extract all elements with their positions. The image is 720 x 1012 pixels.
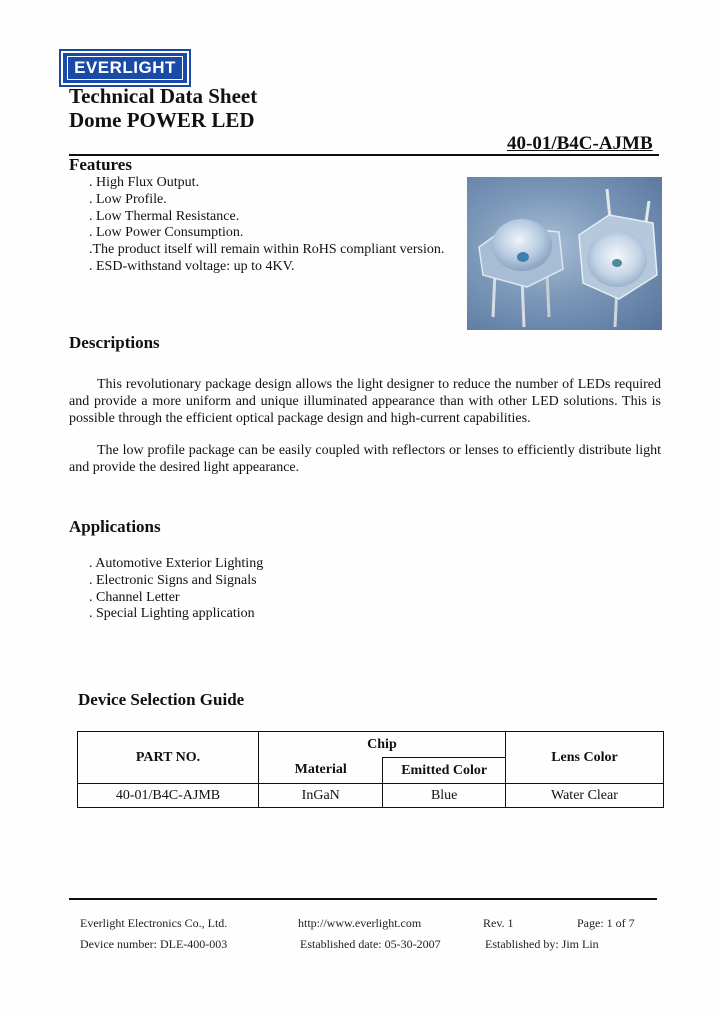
features-list bbox=[89, 175, 444, 276]
column-header-lens: Lens Color bbox=[505, 732, 663, 784]
footer-established-date: Established date: 05-30-2007 bbox=[300, 937, 441, 951]
list-item: . High Flux Output. bbox=[89, 175, 200, 190]
applications-list bbox=[89, 556, 263, 623]
header-divider bbox=[69, 154, 659, 156]
footer-revision: Rev. 1 bbox=[483, 916, 514, 930]
list-item: .The product itself will remain within RoHS compliant version. bbox=[89, 242, 445, 258]
description-paragraph: The low profile package can be easily coupled with reflectors or lenses to efficiently distribute light and provide the desired light appearance. bbox=[69, 443, 661, 475]
list-item: . Special Lighting application bbox=[89, 606, 255, 622]
part-number-heading: 40-01/B4C-AJMB bbox=[507, 133, 653, 154]
column-header-material: Material bbox=[259, 758, 383, 784]
list-item: . Low Profile. bbox=[89, 191, 167, 207]
descriptions-body bbox=[69, 376, 661, 491]
footer-company: Everlight Electronics Co., Ltd. bbox=[80, 916, 228, 930]
selection-guide-heading: Device Selection Guide bbox=[78, 690, 245, 709]
cell-part: 40-01/B4C-AJMB bbox=[78, 784, 259, 808]
list-item: . Low Thermal Resistance. bbox=[89, 208, 240, 224]
led-illustration bbox=[467, 177, 662, 330]
footer-url[interactable]: http://www.everlight.com bbox=[298, 916, 422, 930]
descriptions-heading: Descriptions bbox=[69, 333, 160, 352]
applications-heading: Applications bbox=[69, 517, 161, 536]
features-heading: Features bbox=[69, 155, 132, 174]
product-title: Dome POWER LED bbox=[69, 108, 255, 132]
list-item: . Channel Letter bbox=[89, 589, 180, 605]
logo-text: EVERLIGHT bbox=[67, 56, 183, 80]
footer-established-by: Established by: Jim Lin bbox=[485, 937, 599, 951]
company-logo bbox=[61, 51, 189, 85]
column-header-part: PART NO. bbox=[78, 732, 259, 784]
selection-guide-table bbox=[77, 731, 664, 808]
list-item: . Low Power Consumption. bbox=[89, 225, 244, 241]
list-item: . Electronic Signs and Signals bbox=[89, 572, 257, 588]
product-photo bbox=[467, 177, 662, 330]
footer-divider bbox=[69, 898, 657, 900]
list-item: . Automotive Exterior Lighting bbox=[89, 556, 264, 571]
footer-page: Page: 1 of 7 bbox=[577, 916, 635, 930]
footer-device-number: Device number: DLE-400-003 bbox=[80, 937, 228, 951]
cell-lens: Water Clear bbox=[505, 784, 663, 808]
column-header-emitted: Emitted Color bbox=[383, 758, 505, 784]
table-row bbox=[78, 784, 664, 808]
column-header-chip: Chip bbox=[259, 732, 506, 758]
cell-material: InGaN bbox=[259, 784, 383, 808]
cell-emitted: Blue bbox=[383, 784, 505, 808]
list-item: . ESD-withstand voltage: up to 4KV. bbox=[89, 258, 295, 274]
document-title: Technical Data Sheet bbox=[69, 84, 258, 108]
description-paragraph: This revolutionary package design allows the light designer to reduce the number of LEDs required and provide a more uniform and unique illuminated appearance than with other LED solutions. This is possible through the efficient optical package design and high-current capabilities. bbox=[69, 377, 661, 426]
